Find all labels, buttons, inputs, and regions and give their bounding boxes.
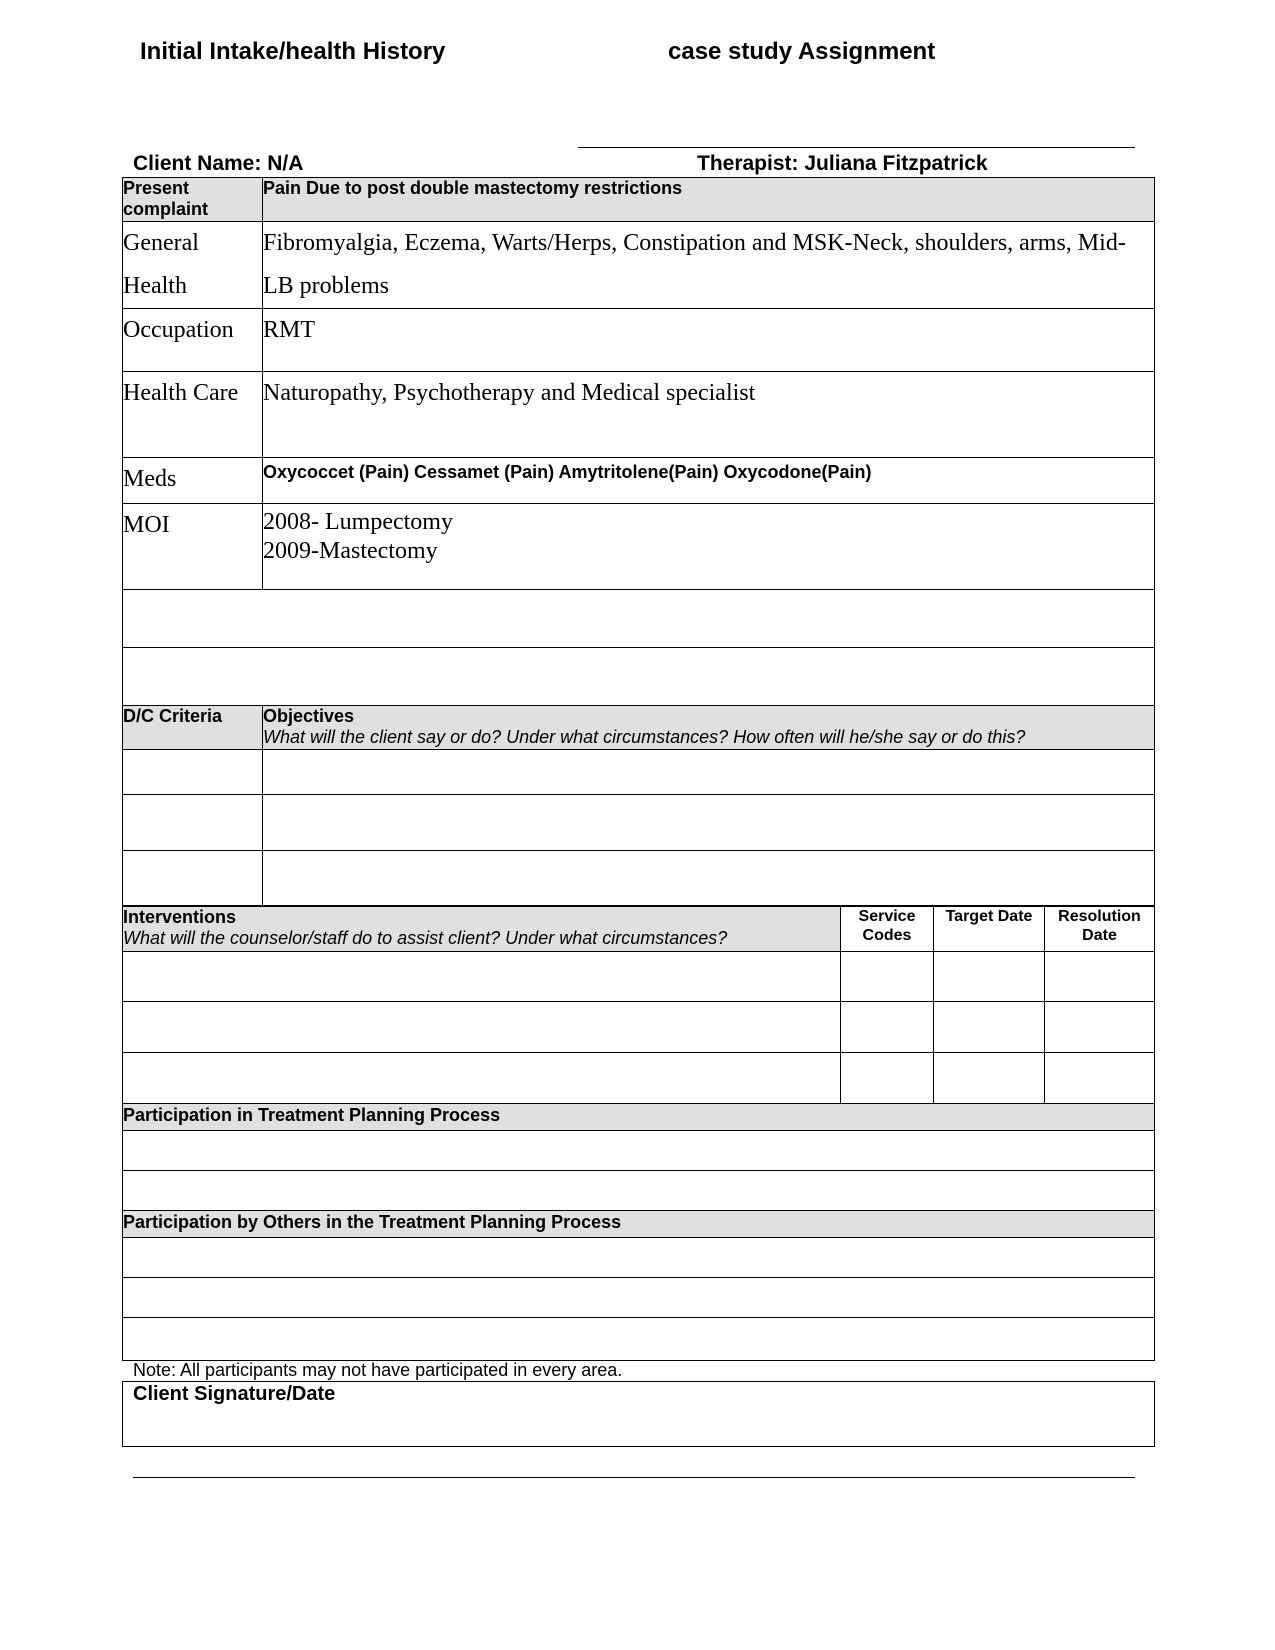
participation-note: Note: All participants may not have participated in every area. xyxy=(133,1360,623,1380)
target-date-cell[interactable] xyxy=(934,952,1045,1002)
table-row xyxy=(123,1131,1155,1171)
general-health-label: General Health xyxy=(123,222,263,309)
header-rule xyxy=(578,147,1135,148)
participation-cell[interactable] xyxy=(123,1318,1155,1361)
table-row xyxy=(123,750,1155,795)
meds-value[interactable]: Oxycoccet (Pain) Cessamet (Pain) Amytritolene(Pain) Oxycodone(Pain) xyxy=(263,458,1155,504)
participation-cell[interactable] xyxy=(123,1278,1155,1318)
intervention-cell[interactable] xyxy=(123,1053,841,1104)
participation-cell[interactable] xyxy=(123,1131,1155,1171)
table-row xyxy=(123,706,1155,750)
objective-cell[interactable] xyxy=(263,750,1155,795)
health-care-value[interactable]: Naturopathy, Psychotherapy and Medical specialist xyxy=(263,372,1155,458)
table-row xyxy=(123,648,1155,706)
bottom-rule xyxy=(133,1477,1135,1478)
interventions-title: Interventions xyxy=(123,907,237,927)
client-name: Client Name: N/A xyxy=(133,152,304,175)
moi-value[interactable] xyxy=(263,504,1155,590)
intervention-cell[interactable] xyxy=(123,952,841,1002)
table-row xyxy=(123,458,1155,504)
intervention-cell[interactable] xyxy=(123,1002,841,1053)
participation-cell[interactable] xyxy=(123,1238,1155,1278)
occupation-label: Occupation xyxy=(123,309,263,372)
table-row xyxy=(123,372,1155,458)
moi-line: 2008- Lumpectomy xyxy=(263,509,453,535)
moi-label: MOI xyxy=(123,504,263,590)
treatment-planning-header: Participation in Treatment Planning Process xyxy=(123,1104,1155,1131)
objective-cell[interactable] xyxy=(263,851,1155,906)
resolution-date-cell[interactable] xyxy=(1045,952,1155,1002)
present-complaint-value[interactable]: Pain Due to post double mastectomy restrictions xyxy=(263,178,1155,222)
table-row xyxy=(123,1171,1155,1211)
table-row xyxy=(123,952,1155,1002)
present-complaint-label: Present complaint xyxy=(123,178,263,222)
participation-table xyxy=(122,1103,1155,1361)
meds-label: Meds xyxy=(123,458,263,504)
dc-criteria-cell[interactable] xyxy=(123,851,263,906)
table-row xyxy=(123,309,1155,372)
table-row xyxy=(123,1211,1155,1238)
table-row xyxy=(123,1238,1155,1278)
interventions-prompt: What will the counselor/staff do to assist client? Under what circumstances? xyxy=(123,928,728,948)
dc-criteria-cell[interactable] xyxy=(123,750,263,795)
service-codes-header: Service Codes xyxy=(841,907,934,952)
resolution-date-header: Resolution Date xyxy=(1045,907,1155,952)
others-planning-header: Participation by Others in the Treatment Planning Process xyxy=(123,1211,1155,1238)
dc-criteria-label: D/C Criteria xyxy=(123,706,263,750)
occupation-value[interactable]: RMT xyxy=(263,309,1155,372)
table-row xyxy=(123,590,1155,648)
resolution-date-cell[interactable] xyxy=(1045,1053,1155,1104)
health-care-label: Health Care xyxy=(123,372,263,458)
assignment-title: case study Assignment xyxy=(668,38,936,65)
table-row xyxy=(123,851,1155,906)
table-row xyxy=(123,178,1155,222)
page-title: Initial Intake/health History xyxy=(140,38,446,65)
interventions-header xyxy=(123,907,841,952)
table-row xyxy=(123,1053,1155,1104)
objective-cell[interactable] xyxy=(263,795,1155,851)
blank-cell[interactable] xyxy=(123,648,1155,706)
table-row xyxy=(123,907,1155,952)
table-row xyxy=(123,1104,1155,1131)
service-code-cell[interactable] xyxy=(841,1053,934,1104)
table-row xyxy=(123,222,1155,309)
objectives-header xyxy=(263,706,1155,750)
participation-cell[interactable] xyxy=(123,1171,1155,1211)
signature-table xyxy=(122,1381,1155,1447)
table-row xyxy=(123,504,1155,590)
objectives-prompt: What will the client say or do? Under what circumstances? How often will he/she say or do this? xyxy=(263,727,1026,747)
target-date-cell[interactable] xyxy=(934,1002,1045,1053)
target-date-cell[interactable] xyxy=(934,1053,1045,1104)
therapist-name: Therapist: Juliana Fitzpatrick xyxy=(697,152,988,175)
blank-cell[interactable] xyxy=(123,590,1155,648)
service-code-cell[interactable] xyxy=(841,1002,934,1053)
table-row xyxy=(123,1002,1155,1053)
table-row xyxy=(123,795,1155,851)
resolution-date-cell[interactable] xyxy=(1045,1002,1155,1053)
table-row xyxy=(123,1382,1155,1447)
moi-line: 2009-Mastectomy xyxy=(263,538,438,564)
intake-table xyxy=(122,177,1155,906)
general-health-value[interactable]: Fibromyalgia, Eczema, Warts/Herps, Constipation and MSK-Neck, shoulders, arms, Mid- LB problems xyxy=(263,222,1155,309)
target-date-header: Target Date xyxy=(934,907,1045,952)
table-row xyxy=(123,1278,1155,1318)
interventions-table xyxy=(122,906,1155,1104)
objectives-title: Objectives xyxy=(263,706,355,726)
dc-criteria-cell[interactable] xyxy=(123,795,263,851)
client-signature-field[interactable]: Client Signature/Date xyxy=(123,1382,1155,1447)
service-code-cell[interactable] xyxy=(841,952,934,1002)
table-row xyxy=(123,1318,1155,1361)
